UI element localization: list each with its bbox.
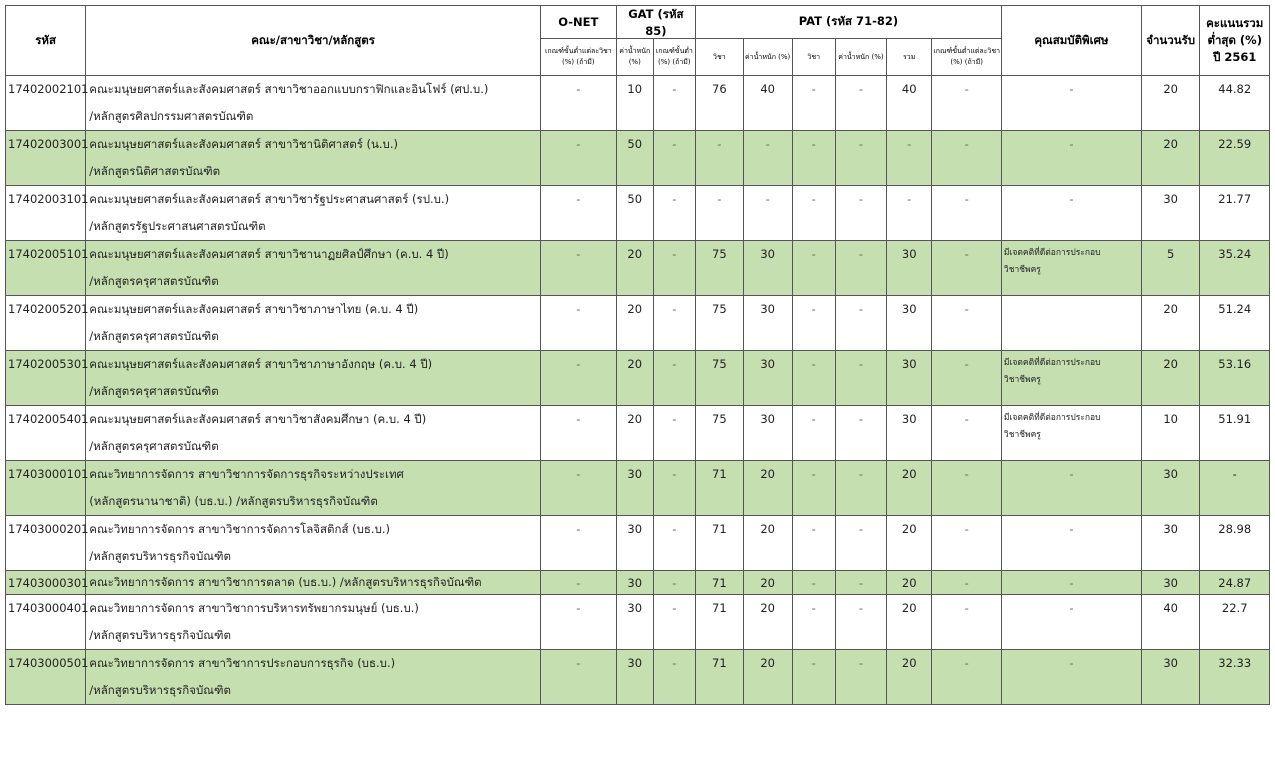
cell-pat-subject-2: - xyxy=(792,650,835,705)
cell-code: 17402005301 xyxy=(6,351,86,406)
cell-pat-weight-1: 20 xyxy=(743,595,792,650)
cell-program xyxy=(86,516,541,571)
cell-pat-weight-2: - xyxy=(835,461,886,516)
cell-onet-min: - xyxy=(540,76,616,131)
quals-line-2: วิชาชีพครู xyxy=(1003,430,1041,440)
cell-gat-weight: 20 xyxy=(616,296,653,351)
cell-onet-min: - xyxy=(540,461,616,516)
table-row xyxy=(6,186,1270,241)
cell-gat-weight: 30 xyxy=(616,571,653,595)
cell-pat-subject-2: - xyxy=(792,406,835,461)
cell-pat-subject-1: 75 xyxy=(696,406,744,461)
program-line-1: คณะวิทยาการจัดการ สาขาวิชาการจัดการธุรกิจระหว่างประเทศ xyxy=(89,467,404,481)
cell-min-score: 21.77 xyxy=(1200,186,1270,241)
program-line-1: คณะมนุษยศาสตร์และสังคมศาสตร์ สาขาวิชาภาษาไทย (ค.บ. 4 ปี) xyxy=(89,302,419,316)
cell-onet-min: - xyxy=(540,571,616,595)
cell-pat-subject-2: - xyxy=(792,186,835,241)
cell-gat-weight: 30 xyxy=(616,516,653,571)
cell-pat-subject-1: 71 xyxy=(696,595,744,650)
subheader-pat-subject-1: วิชา xyxy=(696,39,744,76)
cell-code: 17402002101 xyxy=(6,76,86,131)
program-line-1: คณะมนุษยศาสตร์และสังคมศาสตร์ สาขาวิชานิติศาสตร์ (น.บ.) xyxy=(89,137,398,151)
cell-code: 17403000401 xyxy=(6,595,86,650)
cell-gat-weight: 30 xyxy=(616,595,653,650)
cell-pat-subject-1: 75 xyxy=(696,241,744,296)
cell-pat-weight-1: - xyxy=(743,131,792,186)
cell-program xyxy=(86,241,541,296)
cell-pat-total: 20 xyxy=(886,650,932,705)
cell-min-score: - xyxy=(1200,461,1270,516)
cell-min-score: 35.24 xyxy=(1200,241,1270,296)
cell-program xyxy=(86,650,541,705)
cell-pat-subject-2: - xyxy=(792,351,835,406)
cell-seats: 30 xyxy=(1141,186,1200,241)
table-row xyxy=(6,351,1270,406)
cell-seats: 30 xyxy=(1141,571,1200,595)
subheader-gat-min: เกณฑ์ขั้นต่ำ (%) (ถ้ามี) xyxy=(653,39,695,76)
table-row xyxy=(6,516,1270,571)
cell-pat-weight-1: 20 xyxy=(743,571,792,595)
cell-pat-subject-1: 75 xyxy=(696,296,744,351)
cell-program xyxy=(86,571,541,595)
cell-pat-weight-2: - xyxy=(835,351,886,406)
cell-pat-weight-1: 30 xyxy=(743,351,792,406)
cell-pat-min: - xyxy=(932,186,1001,241)
cell-onet-min: - xyxy=(540,241,616,296)
program-line-1: คณะมนุษยศาสตร์และสังคมศาสตร์ สาขาวิชานาฏยศิลป์ศึกษา (ค.บ. 4 ปี) xyxy=(89,247,449,261)
cell-pat-min: - xyxy=(932,241,1001,296)
cell-onet-min: - xyxy=(540,595,616,650)
cell-gat-weight: 30 xyxy=(616,650,653,705)
cell-seats: 20 xyxy=(1141,351,1200,406)
header-min-score xyxy=(1200,6,1270,76)
subheader-pat-min: เกณฑ์ขั้นต่ำแต่ละวิชา (%) (ถ้ามี) xyxy=(932,39,1001,76)
cell-min-score: 51.24 xyxy=(1200,296,1270,351)
cell-min-score: 24.87 xyxy=(1200,571,1270,595)
program-line-2: (หลักสูตรนานาชาติ) (บธ.บ.) /หลักสูตรบริหารธุรกิจบัณฑิต xyxy=(89,494,378,508)
cell-pat-total: 20 xyxy=(886,461,932,516)
cell-program xyxy=(86,406,541,461)
cell-min-score: 28.98 xyxy=(1200,516,1270,571)
cell-code: 17402005201 xyxy=(6,296,86,351)
cell-pat-weight-2: - xyxy=(835,76,886,131)
cell-code: 17402003101 xyxy=(6,186,86,241)
admission-table xyxy=(5,5,1270,705)
cell-pat-weight-2: - xyxy=(835,650,886,705)
program-line-1: คณะมนุษยศาสตร์และสังคมศาสตร์ สาขาวิชาสังคมศึกษา (ค.บ. 4 ปี) xyxy=(89,412,427,426)
cell-pat-subject-1: 71 xyxy=(696,571,744,595)
cell-pat-subject-2: - xyxy=(792,241,835,296)
cell-gat-min: - xyxy=(653,351,695,406)
cell-quals xyxy=(1001,406,1141,461)
cell-onet-min: - xyxy=(540,186,616,241)
cell-pat-min: - xyxy=(932,296,1001,351)
cell-gat-min: - xyxy=(653,516,695,571)
cell-gat-min: - xyxy=(653,186,695,241)
program-line-1: คณะวิทยาการจัดการ สาขาวิชาการตลาด (บธ.บ.) /หลักสูตรบริหารธุรกิจบัณฑิต xyxy=(89,575,482,589)
subheader-pat-weight-1: ค่าน้ำหนัก (%) xyxy=(743,39,792,76)
cell-onet-min: - xyxy=(540,131,616,186)
table-row xyxy=(6,296,1270,351)
table-row xyxy=(6,241,1270,296)
cell-seats: 20 xyxy=(1141,296,1200,351)
cell-gat-min: - xyxy=(653,650,695,705)
program-line-2: /หลักสูตรนิติศาสตรบัณฑิต xyxy=(89,164,221,178)
program-line-2: /หลักสูตรบริหารธุรกิจบัณฑิต xyxy=(89,683,231,697)
cell-onet-min: - xyxy=(540,650,616,705)
cell-gat-min: - xyxy=(653,406,695,461)
cell-gat-min: - xyxy=(653,571,695,595)
cell-quals: - xyxy=(1001,595,1141,650)
cell-gat-min: - xyxy=(653,296,695,351)
cell-program xyxy=(86,296,541,351)
program-line-2: /หลักสูตรศิลปกรรมศาสตรบัณฑิต xyxy=(89,109,254,123)
cell-quals: - xyxy=(1001,516,1141,571)
cell-pat-subject-1: 71 xyxy=(696,650,744,705)
header-code: รหัส xyxy=(6,6,86,76)
cell-pat-min: - xyxy=(932,650,1001,705)
program-line-1: คณะมนุษยศาสตร์และสังคมศาสตร์ สาขาวิชารัฐประศาสนศาสตร์ (รป.บ.) xyxy=(89,192,450,206)
cell-pat-subject-1: 76 xyxy=(696,76,744,131)
cell-onet-min: - xyxy=(540,516,616,571)
program-line-2: /หลักสูตรครุศาสตรบัณฑิต xyxy=(89,384,219,398)
cell-seats: 10 xyxy=(1141,406,1200,461)
header-quals: คุณสมบัติพิเศษ xyxy=(1001,6,1141,76)
cell-seats: 20 xyxy=(1141,131,1200,186)
cell-pat-subject-2: - xyxy=(792,76,835,131)
cell-pat-subject-2: - xyxy=(792,516,835,571)
quals-line-2: วิชาชีพครู xyxy=(1003,375,1041,385)
program-line-1: คณะมนุษยศาสตร์และสังคมศาสตร์ สาขาวิชาภาษาอังกฤษ (ค.บ. 4 ปี) xyxy=(89,357,433,371)
cell-quals: - xyxy=(1001,461,1141,516)
cell-code: 17402005401 xyxy=(6,406,86,461)
cell-code: 17402005101 xyxy=(6,241,86,296)
cell-pat-weight-1: 20 xyxy=(743,650,792,705)
cell-quals xyxy=(1001,241,1141,296)
cell-pat-total: 30 xyxy=(886,351,932,406)
cell-onet-min: - xyxy=(540,296,616,351)
cell-quals xyxy=(1001,351,1141,406)
cell-pat-weight-2: - xyxy=(835,296,886,351)
program-line-1: คณะวิทยาการจัดการ สาขาวิชาการบริหารทรัพยากรมนุษย์ (บธ.บ.) xyxy=(89,601,419,615)
table-row xyxy=(6,406,1270,461)
cell-pat-total: - xyxy=(886,131,932,186)
cell-gat-weight: 20 xyxy=(616,406,653,461)
cell-gat-min: - xyxy=(653,76,695,131)
cell-pat-subject-1: 71 xyxy=(696,516,744,571)
subheader-pat-subject-2: วิชา xyxy=(792,39,835,76)
cell-pat-weight-1: 20 xyxy=(743,516,792,571)
cell-pat-min: - xyxy=(932,406,1001,461)
cell-seats: 30 xyxy=(1141,650,1200,705)
cell-gat-min: - xyxy=(653,461,695,516)
cell-pat-weight-2: - xyxy=(835,571,886,595)
cell-pat-min: - xyxy=(932,351,1001,406)
cell-pat-total: 20 xyxy=(886,595,932,650)
cell-pat-weight-2: - xyxy=(835,241,886,296)
cell-pat-subject-1: - xyxy=(696,186,744,241)
cell-pat-subject-2: - xyxy=(792,131,835,186)
cell-code: 17403000501 xyxy=(6,650,86,705)
cell-gat-min: - xyxy=(653,595,695,650)
quals-line-1: มีเจตคติที่ดีต่อการประกอบ xyxy=(1003,413,1101,423)
header-min-score-line1: คะแนนรวม xyxy=(1206,16,1264,30)
cell-min-score: 44.82 xyxy=(1200,76,1270,131)
cell-quals: - xyxy=(1001,131,1141,186)
cell-pat-weight-2: - xyxy=(835,595,886,650)
cell-gat-min: - xyxy=(653,131,695,186)
cell-gat-weight: 50 xyxy=(616,131,653,186)
table-row xyxy=(6,650,1270,705)
subheader-pat-weight-2: ค่าน้ำหนัก (%) xyxy=(835,39,886,76)
cell-quals: - xyxy=(1001,76,1141,131)
cell-min-score: 22.7 xyxy=(1200,595,1270,650)
cell-pat-min: - xyxy=(932,131,1001,186)
program-line-2: /หลักสูตรครุศาสตรบัณฑิต xyxy=(89,439,219,453)
cell-pat-weight-2: - xyxy=(835,186,886,241)
cell-program xyxy=(86,131,541,186)
cell-pat-weight-2: - xyxy=(835,516,886,571)
subheader-gat-weight: ค่าน้ำหนัก (%) xyxy=(616,39,653,76)
program-line-1: คณะวิทยาการจัดการ สาขาวิชาการประกอบการธุรกิจ (บธ.บ.) xyxy=(89,656,396,670)
program-line-2: /หลักสูตรรัฐประศาสนศาสตรบัณฑิต xyxy=(89,219,266,233)
cell-pat-subject-2: - xyxy=(792,461,835,516)
table-row xyxy=(6,595,1270,650)
header-onet: O-NET xyxy=(540,6,616,39)
cell-pat-min: - xyxy=(932,595,1001,650)
cell-pat-subject-2: - xyxy=(792,571,835,595)
table-row xyxy=(6,461,1270,516)
cell-gat-weight: 20 xyxy=(616,351,653,406)
cell-seats: 5 xyxy=(1141,241,1200,296)
cell-onet-min: - xyxy=(540,351,616,406)
cell-code: 17402003001 xyxy=(6,131,86,186)
cell-pat-weight-1: 30 xyxy=(743,406,792,461)
cell-pat-total: - xyxy=(886,186,932,241)
cell-pat-subject-2: - xyxy=(792,296,835,351)
cell-pat-subject-1: 75 xyxy=(696,351,744,406)
cell-pat-subject-2: - xyxy=(792,595,835,650)
cell-pat-weight-1: 20 xyxy=(743,461,792,516)
cell-seats: 30 xyxy=(1141,461,1200,516)
header-pat: PAT (รหัส 71-82) xyxy=(696,6,1002,39)
cell-pat-total: 20 xyxy=(886,571,932,595)
cell-program xyxy=(86,186,541,241)
header-min-score-line2: ต่ำสุด (%) xyxy=(1207,33,1262,47)
program-line-1: คณะมนุษยศาสตร์และสังคมศาสตร์ สาขาวิชาออกแบบกราฟิกและอินโฟร์ (ศป.บ.) xyxy=(89,82,489,96)
table-row xyxy=(6,76,1270,131)
cell-min-score: 51.91 xyxy=(1200,406,1270,461)
table-row xyxy=(6,131,1270,186)
cell-pat-min: - xyxy=(932,461,1001,516)
program-line-1: คณะวิทยาการจัดการ สาขาวิชาการจัดการโลจิสติกส์ (บธ.บ.) xyxy=(89,522,391,536)
program-line-2: /หลักสูตรบริหารธุรกิจบัณฑิต xyxy=(89,628,231,642)
header-gat: GAT (รหัส 85) xyxy=(616,6,695,39)
cell-code: 17403000301 xyxy=(6,571,86,595)
cell-code: 17403000201 xyxy=(6,516,86,571)
cell-pat-min: - xyxy=(932,571,1001,595)
cell-seats: 40 xyxy=(1141,595,1200,650)
cell-min-score: 22.59 xyxy=(1200,131,1270,186)
cell-pat-min: - xyxy=(932,76,1001,131)
subheader-onet-min: เกณฑ์ขั้นต่ำแต่ละวิชา (%) (ถ้ามี) xyxy=(540,39,616,76)
cell-pat-total: 30 xyxy=(886,241,932,296)
program-line-2: /หลักสูตรครุศาสตรบัณฑิต xyxy=(89,329,219,343)
cell-code: 17403000101 xyxy=(6,461,86,516)
cell-gat-weight: 20 xyxy=(616,241,653,296)
cell-pat-total: 40 xyxy=(886,76,932,131)
cell-onet-min: - xyxy=(540,406,616,461)
quals-line-2: วิชาชีพครู xyxy=(1003,265,1041,275)
cell-pat-weight-2: - xyxy=(835,406,886,461)
quals-line-1: มีเจตคติที่ดีต่อการประกอบ xyxy=(1003,358,1101,368)
cell-min-score: 32.33 xyxy=(1200,650,1270,705)
cell-gat-min: - xyxy=(653,241,695,296)
cell-program xyxy=(86,76,541,131)
header-faculty: คณะ/สาขาวิชา/หลักสูตร xyxy=(86,6,541,76)
cell-pat-weight-1: 30 xyxy=(743,241,792,296)
cell-seats: 20 xyxy=(1141,76,1200,131)
table-row xyxy=(6,571,1270,595)
cell-pat-min: - xyxy=(932,516,1001,571)
subheader-pat-total: รวม xyxy=(886,39,932,76)
cell-quals: - xyxy=(1001,650,1141,705)
cell-pat-weight-1: - xyxy=(743,186,792,241)
cell-program xyxy=(86,461,541,516)
cell-pat-weight-1: 30 xyxy=(743,296,792,351)
program-line-2: /หลักสูตรบริหารธุรกิจบัณฑิต xyxy=(89,549,231,563)
cell-program xyxy=(86,351,541,406)
cell-pat-weight-1: 40 xyxy=(743,76,792,131)
cell-seats: 30 xyxy=(1141,516,1200,571)
program-line-2: /หลักสูตรครุศาสตรบัณฑิต xyxy=(89,274,219,288)
cell-pat-total: 20 xyxy=(886,516,932,571)
cell-program xyxy=(86,595,541,650)
cell-pat-total: 30 xyxy=(886,406,932,461)
cell-pat-subject-1: 71 xyxy=(696,461,744,516)
cell-pat-weight-2: - xyxy=(835,131,886,186)
cell-gat-weight: 30 xyxy=(616,461,653,516)
cell-quals: - xyxy=(1001,186,1141,241)
header-min-score-line3: ปี 2561 xyxy=(1213,50,1257,64)
header-seats: จำนวนรับ xyxy=(1141,6,1200,76)
cell-quals xyxy=(1001,296,1141,351)
cell-pat-total: 30 xyxy=(886,296,932,351)
cell-min-score: 53.16 xyxy=(1200,351,1270,406)
quals-line-1: มีเจตคติที่ดีต่อการประกอบ xyxy=(1003,248,1101,258)
cell-gat-weight: 10 xyxy=(616,76,653,131)
cell-quals: - xyxy=(1001,571,1141,595)
cell-pat-subject-1: - xyxy=(696,131,744,186)
cell-gat-weight: 50 xyxy=(616,186,653,241)
